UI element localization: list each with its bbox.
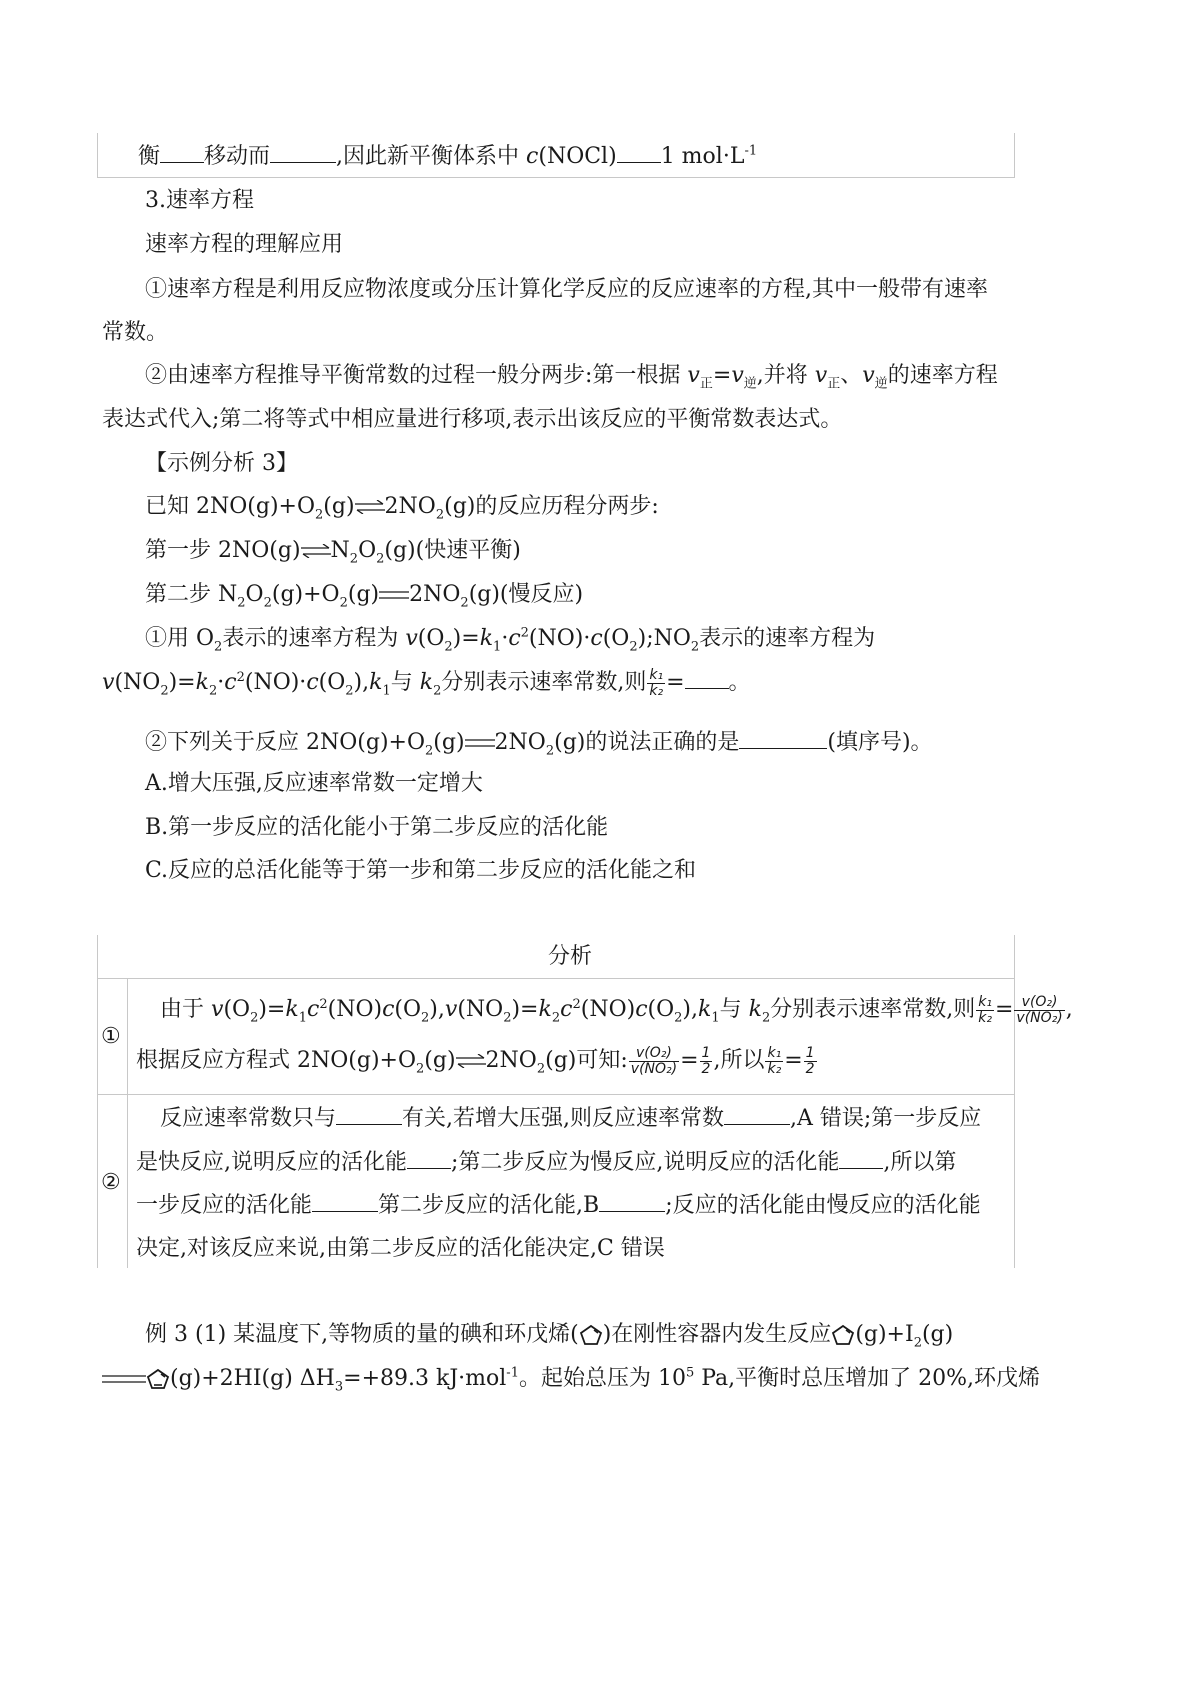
answer-blank	[617, 142, 661, 163]
subscript: 2	[160, 683, 169, 699]
subscript: 2	[545, 743, 555, 759]
cyclopentene-icon	[579, 1324, 603, 1346]
text: (g)	[323, 494, 355, 519]
subscript: 2	[536, 1061, 546, 1077]
text: (g)的说法正确的是	[554, 730, 740, 755]
text: ,所以	[713, 1048, 765, 1074]
text: =	[680, 1048, 699, 1074]
question-1-line-2	[102, 668, 751, 698]
text: (O	[394, 997, 422, 1023]
text: ①用 O	[145, 626, 215, 651]
text: 已知 2NO(g)+O	[145, 494, 315, 519]
cyclopentene-icon	[831, 1324, 855, 1346]
answer-blank	[160, 142, 204, 163]
text: 有关,若增大压强,则反应速率常数	[402, 1106, 725, 1131]
symbol: k	[195, 670, 209, 696]
double-line-equals-icon	[465, 738, 495, 748]
symbol: k	[419, 670, 434, 696]
question-2	[145, 728, 933, 759]
top-table-bottom-border	[97, 177, 1015, 178]
table-header-rule	[97, 978, 1015, 979]
symbol: k	[538, 997, 552, 1023]
cyclopentadiene-icon	[146, 1368, 170, 1390]
subscript: 2	[503, 1010, 512, 1026]
subscript: 2	[460, 595, 469, 611]
text: =+89.3 kJ·mol	[343, 1366, 507, 1391]
subscript: 2	[444, 639, 453, 655]
text: ),	[429, 997, 445, 1023]
answer-blank	[312, 1191, 378, 1212]
answer-blank	[685, 668, 729, 689]
table-row-1-line-2	[136, 1046, 818, 1076]
text: (填序号)。	[827, 730, 933, 755]
text: )=	[511, 997, 539, 1023]
subscript: 2	[425, 743, 434, 759]
answer-blank	[724, 1104, 790, 1125]
example-header: 【示例分析 3】	[145, 451, 298, 476]
text: 1 mol·L	[660, 144, 745, 169]
text: 2NO	[384, 494, 436, 519]
subscript: 2	[674, 1010, 683, 1026]
symbol: v	[405, 626, 418, 651]
numerator: v(O₂)	[629, 1046, 679, 1062]
table-row-1-number: ①	[101, 1024, 121, 1049]
symbol: c	[635, 997, 648, 1023]
table-right-border	[1014, 935, 1015, 1268]
section-title: 3.速率方程	[145, 188, 254, 213]
text: ;反应的活化能由慢反应的活化能	[665, 1193, 981, 1218]
text: 的速率方程	[887, 363, 998, 388]
subscript: 2	[761, 1010, 771, 1026]
superscript: 2	[520, 625, 529, 641]
numerator: 1	[805, 1045, 815, 1061]
text: (g)的反应历程分两步:	[444, 494, 659, 519]
option-b: B.第一步反应的活化能小于第二步反应的活化能	[145, 815, 609, 840]
text: 分别表示速率常数,则	[441, 670, 647, 696]
superscript: 2	[236, 669, 245, 685]
double-line-equals-icon	[102, 1374, 146, 1384]
fraction-k1-over-k2	[765, 1046, 783, 1076]
text: (NO)·	[244, 670, 307, 696]
subscript: 2	[551, 1010, 561, 1026]
equilibrium-arrow-icon	[301, 544, 331, 558]
text: (g)	[433, 730, 465, 755]
text: 移动而	[204, 144, 271, 169]
text: 衡	[138, 144, 161, 169]
subscript: 2	[345, 683, 354, 699]
text: 表示的速率方程为	[699, 626, 876, 651]
text: (NO)	[327, 997, 383, 1023]
text: 由于	[160, 997, 211, 1023]
text: ),	[682, 997, 698, 1023]
text: (O	[417, 626, 445, 651]
text: (O	[223, 997, 251, 1023]
text: N	[330, 538, 350, 563]
text: O	[245, 582, 264, 607]
subscript: 2	[339, 595, 348, 611]
option-c: C.反应的总活化能等于第一步和第二步反应的活化能之和	[145, 858, 697, 883]
symbol: v	[814, 363, 828, 388]
text: =	[784, 1048, 803, 1074]
text: 2NO	[485, 1048, 537, 1074]
text: ;第二步反应为慢反应,说明反应的活化能	[451, 1150, 840, 1175]
text: 例 3 (1) 某温度下,等物质的量的碘和环戊烯(	[145, 1322, 579, 1347]
paragraph-2-line-2: 表达式代入;第二将等式中相应量进行移项,表示出该反应的平衡常数表达式。	[102, 407, 843, 432]
text: ·	[501, 626, 509, 651]
text: (g)(慢反应)	[468, 582, 584, 607]
text: (g)	[347, 582, 380, 607]
text: (O	[647, 997, 675, 1023]
subscript: 2	[250, 1010, 259, 1026]
text: ·	[217, 670, 225, 696]
symbol: c	[526, 144, 539, 169]
subscript: 正	[699, 376, 713, 392]
symbol: k	[748, 997, 762, 1023]
table-left-border	[97, 935, 98, 1268]
table-header: 分析	[548, 944, 593, 969]
symbol: v	[862, 363, 875, 388]
text: =	[666, 670, 685, 696]
numerator: 1	[701, 1045, 711, 1061]
table-col-divider	[127, 978, 128, 1268]
text: ,	[1065, 997, 1073, 1023]
symbol: c	[508, 626, 521, 651]
symbol: v	[731, 363, 744, 388]
text: 、	[840, 363, 863, 388]
subscript: 2	[629, 639, 638, 655]
text: ②下列关于反应 2NO(g)+O	[145, 730, 425, 755]
symbol: k	[698, 997, 712, 1023]
text: 与	[719, 997, 749, 1023]
text: )=	[452, 626, 480, 651]
symbol: k	[369, 670, 383, 696]
subscript: 1	[298, 1010, 307, 1026]
fraction-k1-over-k2	[647, 668, 665, 698]
section-subtitle: 速率方程的理解应用	[145, 232, 344, 257]
fraction-k1-over-k2	[976, 995, 994, 1025]
answer-blank	[739, 728, 827, 749]
symbol: c	[382, 997, 395, 1023]
table-row-2-line-4: 决定,对该反应来说,由第二步反应的活化能决定,C 错误	[136, 1236, 665, 1261]
example-line-1	[145, 494, 659, 523]
subscript: 2	[208, 683, 218, 699]
subscript: 2	[349, 551, 359, 567]
subscript: 2	[435, 507, 445, 523]
text: 根据反应方程式 2NO(g)+O	[136, 1048, 416, 1074]
numerator: v(O₂)	[1014, 995, 1064, 1011]
question-1-line-1	[145, 625, 876, 655]
paragraph-1-line-1: ①速率方程是利用反应物浓度或分压计算化学反应的反应速率的方程,其中一般带有速率	[145, 277, 988, 302]
text: )在刚性容器内发生反应	[602, 1322, 832, 1347]
symbol: c	[224, 670, 237, 696]
subscript: 2	[315, 507, 324, 523]
symbol: v	[687, 363, 700, 388]
text: ②由速率方程推导平衡常数的过程一般分两步:第一根据	[145, 363, 688, 388]
denominator: 2	[805, 1060, 815, 1077]
text: (NOCl)	[538, 144, 617, 169]
text: 第二步 N	[145, 582, 238, 607]
fraction-one-half	[700, 1046, 713, 1076]
text: (O	[318, 670, 346, 696]
subscript: 2	[913, 1335, 922, 1351]
denominator: v(NO₂)	[630, 1060, 678, 1077]
text: =	[712, 363, 732, 388]
fraction-vo2-over-vno2	[629, 1046, 679, 1076]
text: 第二步反应的活化能,B	[378, 1193, 600, 1218]
numerator: k₁	[978, 994, 992, 1010]
subscript: 2	[416, 1061, 425, 1077]
superscript: -1	[744, 143, 758, 159]
text: =	[994, 997, 1014, 1023]
text: (O	[602, 626, 630, 651]
top-table-left-border	[97, 133, 98, 178]
superscript: 2	[572, 996, 581, 1012]
text: 。	[728, 670, 751, 696]
table-row-2-line-3	[136, 1191, 981, 1219]
superscript: -1	[506, 1365, 519, 1381]
text: (g)+2HI(g) ΔH	[170, 1366, 335, 1391]
text: (NO	[457, 997, 504, 1023]
symbol: c	[560, 997, 573, 1023]
subscript: 2	[214, 639, 223, 655]
text: (NO	[114, 670, 161, 696]
symbol: k	[285, 997, 299, 1023]
text: 。起始总压为 10	[518, 1366, 686, 1391]
text: (g)+O	[271, 582, 340, 607]
table-row-1-line-1	[160, 995, 1073, 1025]
numerator: k₁	[767, 1045, 782, 1061]
symbol: v	[211, 997, 224, 1023]
superscript: 2	[319, 996, 328, 1012]
text: ,A 错误;第一步反应	[790, 1106, 982, 1131]
numerator: k₁	[649, 667, 664, 683]
paragraph-1-line-2: 常数。	[102, 320, 169, 345]
text: (NO)·	[528, 626, 591, 651]
subscript: 逆	[743, 376, 757, 392]
subscript: 2	[237, 595, 246, 611]
denominator: v(NO₂)	[1016, 1009, 1063, 1026]
table-row-rule	[97, 1094, 1015, 1095]
top-row-text	[138, 142, 757, 170]
subscript: 2	[263, 595, 272, 611]
answer-blank	[336, 1104, 402, 1125]
symbol: c	[590, 626, 603, 651]
text: 反应速率常数只与	[160, 1106, 337, 1131]
answer-blank	[839, 1148, 883, 1169]
subscript: 1	[382, 683, 391, 699]
answer-blank	[407, 1148, 451, 1169]
paragraph-2-line-1	[145, 363, 998, 392]
text: ,并将	[756, 363, 815, 388]
subscript: 2	[690, 639, 700, 655]
fraction-vo2-over-vno2	[1014, 995, 1064, 1025]
text: )=	[168, 670, 196, 696]
option-a: A.增大压强,反应速率常数一定增大	[145, 771, 483, 796]
text: (g)(快速平衡)	[384, 538, 521, 563]
text: 2NO	[409, 582, 461, 607]
subscript: 正	[827, 376, 841, 392]
text: 表示的速率方程为	[222, 626, 406, 651]
symbol: v	[102, 670, 115, 696]
answer-blank	[270, 142, 336, 163]
text: 是快反应,说明反应的活化能	[136, 1150, 407, 1175]
denominator: k₂	[767, 1060, 782, 1077]
text: (g)可知:	[545, 1048, 628, 1074]
text: (NO)	[580, 997, 636, 1023]
text: ),	[353, 670, 370, 696]
denominator: 2	[701, 1060, 711, 1077]
symbol: v	[444, 997, 458, 1023]
fraction-one-half	[804, 1046, 817, 1076]
denominator: k₂	[649, 682, 664, 699]
table-row-2-line-1	[160, 1104, 981, 1132]
denominator: k₂	[978, 1009, 992, 1026]
superscript: 5	[685, 1365, 695, 1381]
equilibrium-arrow-icon	[355, 500, 385, 514]
text: 第一步 2NO(g)	[145, 538, 301, 563]
text: 分别表示速率常数,则	[770, 997, 976, 1023]
subscript: 1	[493, 639, 502, 655]
text: ,因此新平衡体系中	[336, 144, 527, 169]
table-row-2-line-2	[136, 1148, 956, 1176]
subscript: 1	[711, 1010, 720, 1026]
text: (g)	[921, 1322, 954, 1347]
symbol: c	[307, 997, 320, 1023]
example-line-2	[145, 538, 521, 567]
text: ,所以第	[883, 1150, 957, 1175]
text: 一步反应的活化能	[136, 1193, 313, 1218]
text: (g)	[424, 1048, 456, 1074]
symbol: c	[306, 670, 319, 696]
text: );NO	[637, 626, 691, 651]
subscript: 2	[376, 551, 385, 567]
text: 与	[390, 670, 420, 696]
example-line-3	[145, 582, 584, 611]
equilibrium-arrow-icon	[456, 1054, 486, 1068]
subscript: 3	[334, 1379, 344, 1395]
table-row-2-number: ②	[101, 1170, 121, 1195]
subscript: 2	[421, 1010, 430, 1026]
symbol: k	[479, 626, 494, 651]
subscript: 2	[433, 683, 442, 699]
text: Pa,平衡时总压增加了 20%,环戊烯	[694, 1366, 1041, 1391]
example-3-line-2	[102, 1365, 1041, 1395]
top-table-right-border	[1014, 133, 1015, 178]
example-3-line-1	[145, 1322, 954, 1351]
text: (g)+I	[855, 1322, 914, 1347]
text: )=	[258, 997, 286, 1023]
text: O	[358, 538, 377, 563]
answer-blank	[599, 1191, 665, 1212]
text: 2NO	[494, 730, 546, 755]
subscript: 逆	[874, 376, 888, 392]
double-line-equals-icon	[379, 590, 409, 600]
